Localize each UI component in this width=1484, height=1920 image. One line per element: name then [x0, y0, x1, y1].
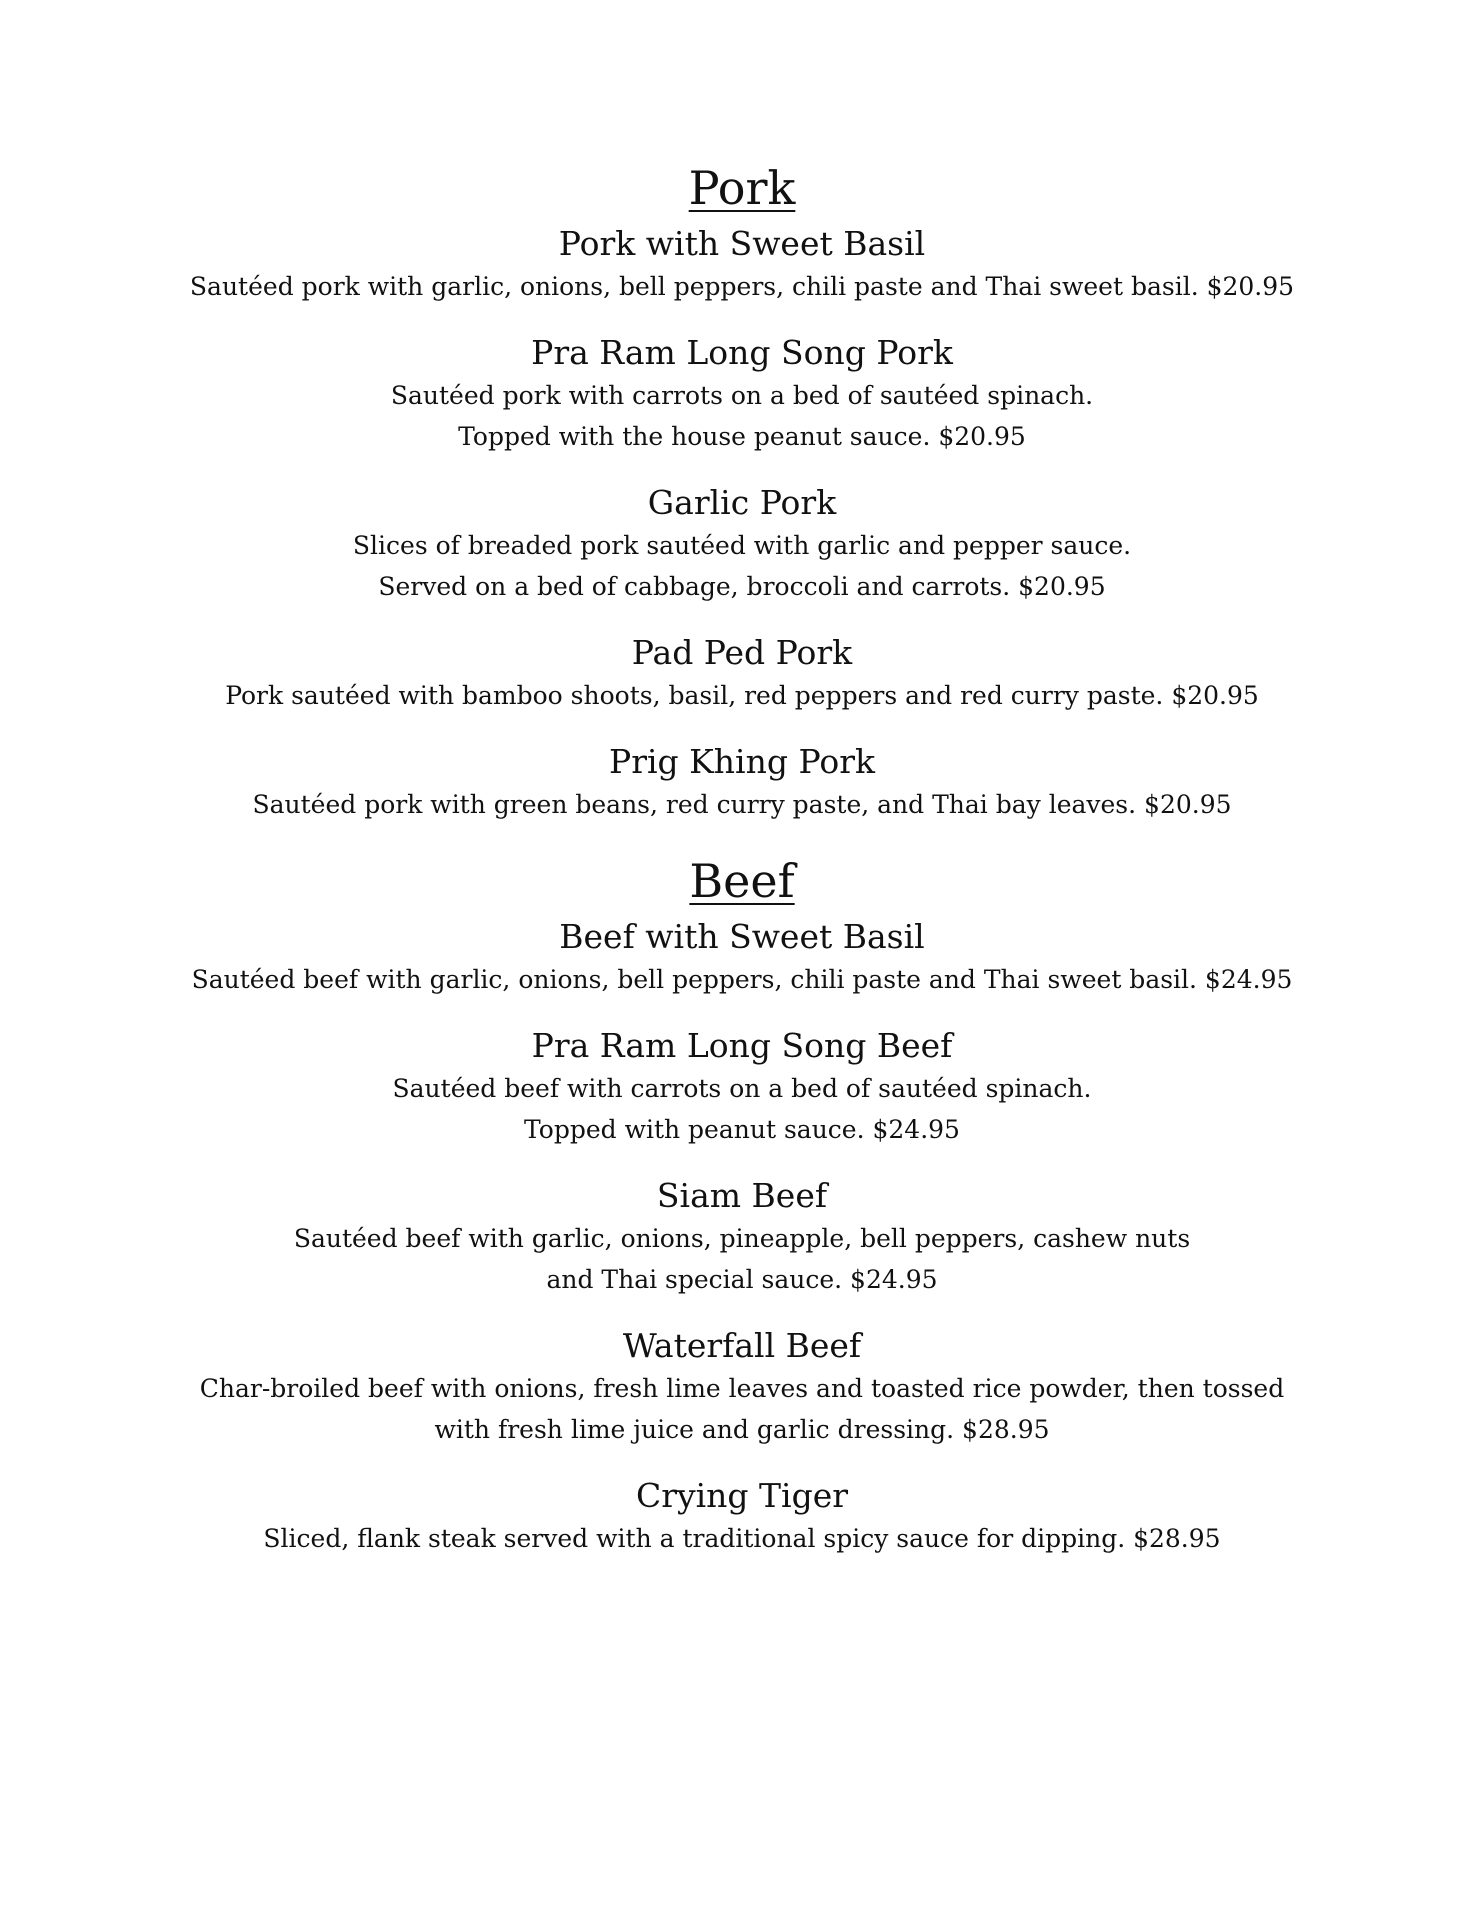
item-name: Siam Beef	[656, 1176, 828, 1215]
section-heading-pork: Pork	[688, 161, 796, 215]
item-name: Pad Ped Pork	[631, 633, 853, 672]
item-description: Sautéed beef with garlic, onions, bell peppers, chili paste and Thai sweet basil. $24.95	[191, 965, 1293, 994]
item-name: Waterfall Beef	[622, 1326, 862, 1365]
section-heading-beef: Beef	[689, 854, 795, 908]
menu-item	[0, 1024, 1484, 1150]
item-description: Sautéed beef with carrots on a bed of sautéed spinach. Topped with peanut sauce. $24.95	[392, 1074, 1092, 1144]
item-name: Crying Tiger	[635, 1476, 849, 1515]
menu-item	[0, 915, 1484, 1000]
menu-page	[0, 160, 1484, 1559]
menu-item	[0, 1174, 1484, 1300]
beef-section	[0, 853, 1484, 1559]
menu-item	[0, 331, 1484, 457]
item-description: Sliced, flank steak served with a traditional spicy sauce for dipping. $28.95	[263, 1524, 1221, 1553]
item-name: Prig Khing Pork	[609, 742, 875, 781]
menu-item	[0, 631, 1484, 716]
item-description: Char-broiled beef with onions, fresh lime leaves and toasted rice powder, then tossed with fresh lime juice and garlic dressing. $28.95	[199, 1374, 1285, 1444]
item-name: Pork with Sweet Basil	[558, 224, 926, 263]
menu-item	[0, 1474, 1484, 1559]
item-description: Sautéed pork with green beans, red curry paste, and Thai bay leaves. $20.95	[252, 790, 1232, 819]
menu-item	[0, 740, 1484, 825]
item-description: Pork sautéed with bamboo shoots, basil, red peppers and red curry paste. $20.95	[225, 681, 1259, 710]
item-name: Beef with Sweet Basil	[559, 917, 925, 956]
menu-item	[0, 222, 1484, 307]
pork-section	[0, 160, 1484, 825]
menu-item	[0, 481, 1484, 607]
item-description: Slices of breaded pork sautéed with garlic and pepper sauce. Served on a bed of cabbage, broccoli and carrots. $20.95	[352, 531, 1132, 601]
item-name: Garlic Pork	[647, 483, 837, 522]
item-description: Sautéed beef with garlic, onions, pineapple, bell peppers, cashew nuts and Thai special sauce. $24.95	[293, 1224, 1191, 1294]
item-description: Sautéed pork with carrots on a bed of sautéed spinach. Topped with the house peanut sauce. $20.95	[390, 381, 1094, 451]
item-description: Sautéed pork with garlic, onions, bell peppers, chili paste and Thai sweet basil. $20.95	[189, 272, 1295, 301]
item-name: Pra Ram Long Song Beef	[531, 1026, 953, 1065]
item-name: Pra Ram Long Song Pork	[531, 333, 953, 372]
menu-item	[0, 1324, 1484, 1450]
